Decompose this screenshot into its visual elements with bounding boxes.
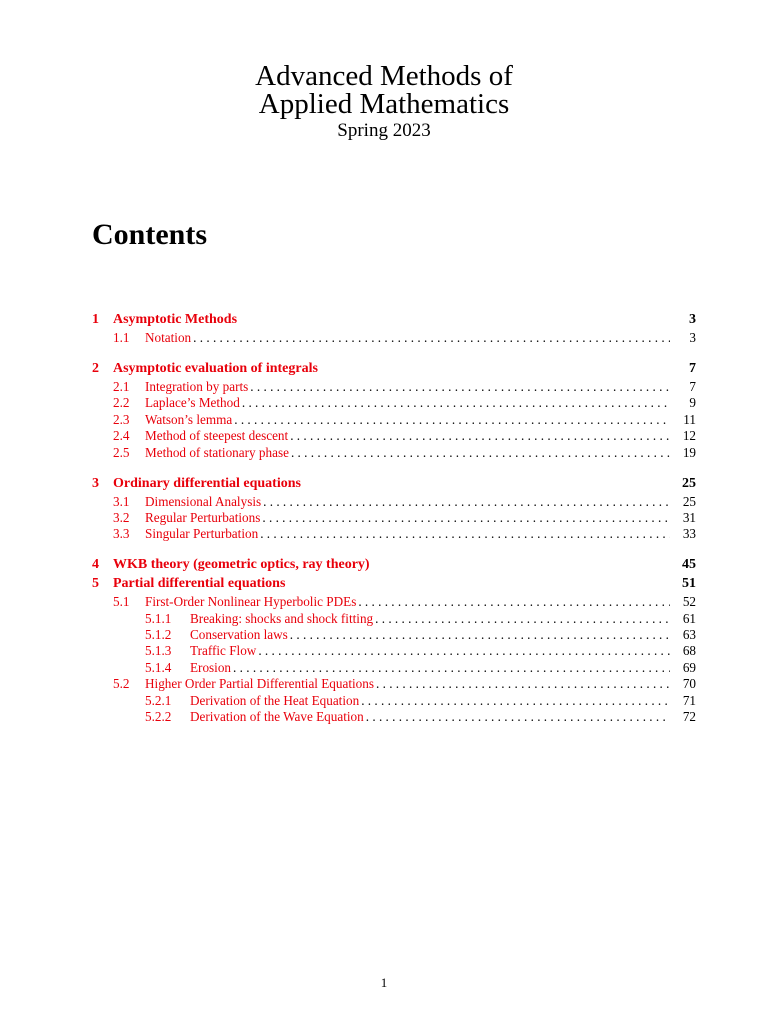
table-of-contents [92, 311, 696, 725]
toc-section-page: 51 [682, 576, 696, 592]
toc-entry-number: 3.2 [113, 509, 130, 525]
toc-dot-leader [376, 676, 670, 692]
toc-entry-number: 5.1.3 [145, 643, 172, 659]
toc-entry-number: 3.1 [113, 493, 130, 509]
toc-entry-title: Derivation of the Wave Equation [190, 709, 364, 725]
toc-dot-leader [193, 330, 670, 346]
toc-entry-title: Watson’s lemma [145, 411, 233, 427]
toc-entry-page: 52 [682, 594, 696, 610]
toc-entry-1-1[interactable] [92, 330, 696, 346]
toc-section-page: 45 [682, 557, 696, 573]
toc-section-page: 7 [689, 360, 696, 376]
toc-entry-number: 2.3 [113, 411, 130, 427]
toc-entry-title: Breaking: shocks and shock fitting [190, 610, 374, 626]
toc-entry-title: Integration by parts [145, 378, 249, 394]
toc-entry-page: 9 [689, 395, 696, 411]
toc-dot-leader [263, 494, 670, 510]
toc-entry-title: First-Order Nonlinear Hyperbolic PDEs [145, 594, 357, 610]
toc-dot-leader [234, 412, 670, 428]
toc-entry-title: Singular Perturbation [145, 526, 259, 542]
toc-entry-title: Regular Perturbations [145, 509, 261, 525]
document-subtitle: Spring 2023 [337, 120, 431, 141]
toc-entry-number: 5.1 [113, 594, 130, 610]
toc-section-number: 2 [92, 360, 99, 376]
toc-dot-leader [242, 395, 670, 411]
toc-dot-leader [290, 627, 670, 643]
document-title-block [0, 62, 768, 142]
toc-entry-3-2[interactable] [92, 510, 696, 526]
toc-entry-5-1-1[interactable] [92, 611, 696, 627]
toc-entry-5-1[interactable] [92, 594, 696, 610]
toc-entry-page: 68 [682, 643, 696, 659]
toc-entry-page: 63 [682, 627, 696, 643]
toc-dot-leader [375, 611, 670, 627]
toc-entry-3-3[interactable] [92, 526, 696, 542]
toc-section-title: Ordinary differential equations [113, 475, 301, 491]
toc-section-5[interactable] [92, 575, 696, 593]
toc-entry-number: 2.4 [113, 428, 130, 444]
toc-entry-5-1-2[interactable] [92, 627, 696, 643]
toc-entry-page: 31 [682, 509, 696, 525]
toc-section-number: 1 [92, 312, 99, 327]
toc-entry-2-3[interactable] [92, 412, 696, 428]
toc-entry-page: 12 [682, 428, 696, 444]
toc-entry-2-4[interactable] [92, 428, 696, 444]
toc-entry-title: Notation [145, 330, 192, 345]
toc-section-title: Asymptotic Methods [113, 312, 238, 327]
toc-entry-title: Erosion [190, 659, 232, 675]
toc-entry-number: 5.1.4 [145, 659, 172, 675]
contents-heading: Contents [92, 218, 208, 251]
document-title-line-2: Applied Mathematics [258, 88, 510, 120]
toc-entry-2-2[interactable] [92, 395, 696, 411]
toc-dot-leader [233, 660, 670, 676]
toc-entry-5-2-2[interactable] [92, 709, 696, 725]
toc-entry-2-1[interactable] [92, 379, 696, 395]
toc-entry-page: 7 [689, 378, 696, 394]
document-title-line-1: Advanced Methods of [255, 60, 513, 92]
page-number: 1 [380, 975, 388, 990]
toc-entry-page: 33 [682, 526, 696, 542]
toc-entry-number: 2.5 [113, 444, 130, 460]
toc-section-2[interactable] [92, 360, 696, 378]
toc-entry-title: Method of steepest descent [145, 428, 289, 444]
toc-entry-3-1[interactable] [92, 494, 696, 510]
toc-entry-title: Conservation laws [190, 627, 288, 643]
toc-entry-5-1-4[interactable] [92, 660, 696, 676]
toc-entry-page: 71 [682, 692, 696, 708]
toc-section-3[interactable] [92, 475, 696, 493]
toc-entry-page: 19 [682, 444, 696, 460]
toc-entry-title: Derivation of the Heat Equation [190, 692, 360, 708]
toc-entry-title: Dimensional Analysis [145, 493, 262, 509]
toc-entry-number: 5.2.1 [145, 692, 172, 708]
toc-section-title: Asymptotic evaluation of integrals [113, 360, 318, 376]
toc-dot-leader [291, 445, 670, 461]
toc-entry-page: 61 [682, 610, 696, 626]
toc-section-number: 4 [92, 557, 99, 573]
toc-dot-leader [361, 693, 670, 709]
toc-section-number: 5 [92, 576, 99, 592]
toc-dot-leader [358, 594, 670, 610]
toc-dot-leader [250, 379, 670, 395]
toc-section-4[interactable] [92, 556, 696, 574]
toc-entry-title: Laplace’s Method [145, 395, 240, 411]
toc-entry-5-2-1[interactable] [92, 693, 696, 709]
toc-section-page: 3 [689, 312, 696, 327]
toc-dot-leader [366, 709, 670, 725]
toc-dot-leader [290, 428, 670, 444]
toc-entry-number: 5.2 [113, 676, 130, 692]
toc-entry-number: 3.3 [113, 526, 130, 542]
toc-entry-number: 5.1.2 [145, 627, 172, 643]
toc-dot-leader [260, 526, 670, 542]
toc-entry-page: 69 [682, 659, 696, 675]
toc-section-number: 3 [92, 475, 99, 491]
toc-entry-title: Traffic Flow [190, 643, 257, 659]
toc-entry-title: Method of stationary phase [145, 444, 289, 460]
toc-entry-title: Higher Order Partial Differential Equations [145, 676, 374, 692]
toc-section-1[interactable] [92, 311, 696, 329]
toc-entry-number: 5.2.2 [145, 709, 172, 725]
toc-entry-5-2[interactable] [92, 676, 696, 692]
toc-entry-2-5[interactable] [92, 445, 696, 461]
toc-dot-leader [258, 643, 670, 659]
toc-entry-page: 72 [682, 709, 696, 725]
toc-entry-page: 3 [689, 330, 696, 345]
toc-section-page: 25 [682, 475, 696, 491]
toc-entry-page: 70 [682, 676, 696, 692]
toc-section-title: WKB theory (geometric optics, ray theory) [113, 557, 370, 573]
toc-dot-leader [262, 510, 670, 526]
toc-entry-page: 11 [683, 411, 696, 427]
toc-entry-page: 25 [682, 493, 696, 509]
toc-section-title: Partial differential equations [113, 576, 286, 592]
toc-entry-number: 2.2 [113, 395, 130, 411]
toc-entry-number: 5.1.1 [145, 610, 172, 626]
toc-entry-number: 2.1 [113, 378, 130, 394]
toc-entry-5-1-3[interactable] [92, 643, 696, 659]
toc-entry-number: 1.1 [113, 330, 130, 345]
